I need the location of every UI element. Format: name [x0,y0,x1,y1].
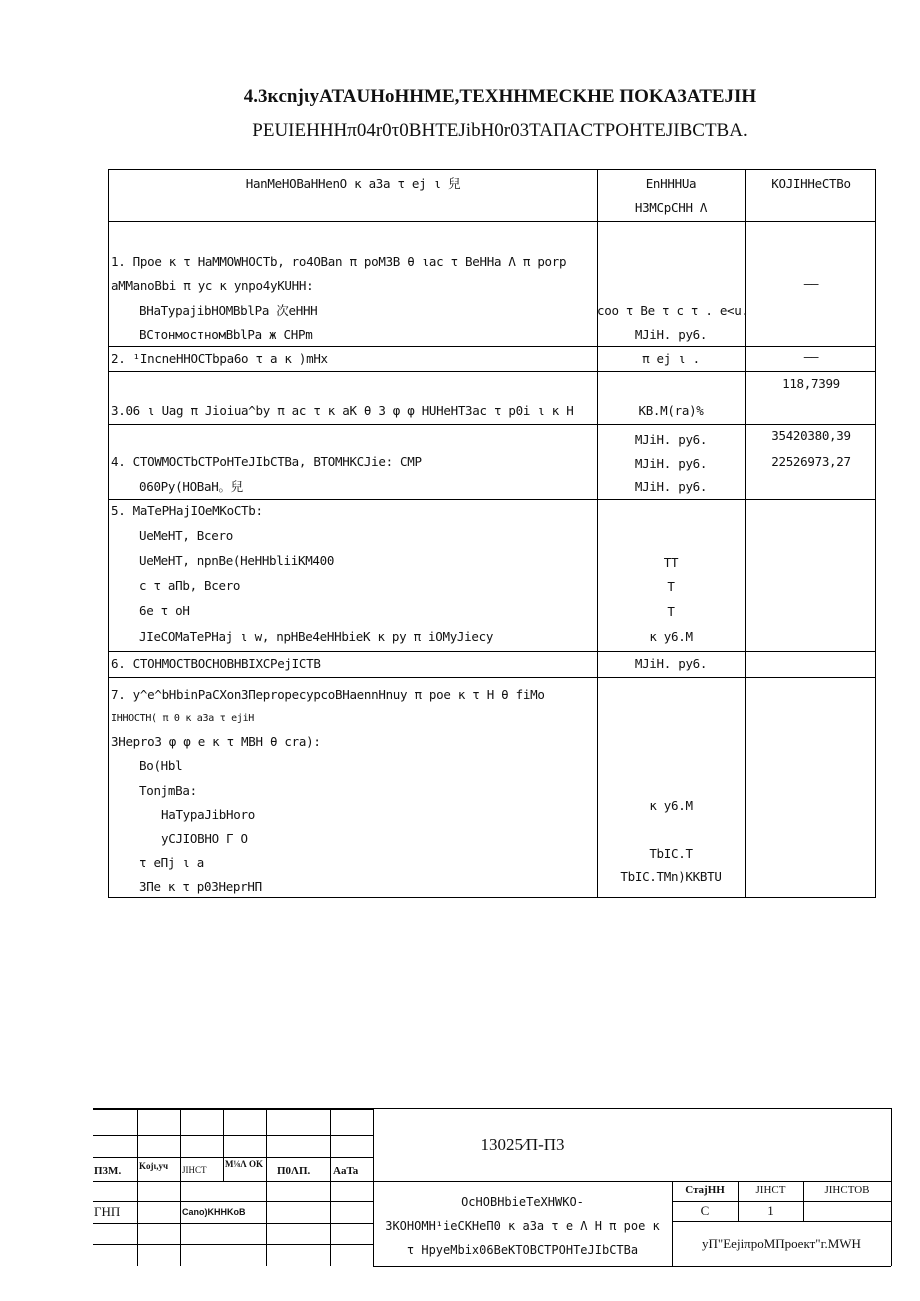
table-row-divider [109,221,875,222]
stamp-stage-label: CтajHH [685,1184,725,1196]
stamp-label-podp: П0ΛП. [277,1165,311,1177]
row2-unit: π ej ι . [642,351,700,366]
row5-text: JIeCOMaTePHaj ι w, npHBe4eHHbieK к py π iOMyJiecy [139,629,494,644]
stamp-col-line [223,1109,224,1181]
row7-unit: к y6.M [649,798,693,813]
row7-text: HaTypaJibHoro [161,807,255,822]
row5-text: UeMeHT, npnBe(HeHHbliiKM400 [139,553,335,568]
row7-text: 3Пe к τ p03HeprHП [139,879,262,894]
stamp-organization: yП"EejiπpoMПpoeкт"г.MWH [702,1236,861,1251]
header-qty: KOJIHHeCTBo [771,176,851,191]
stamp-row-line [373,1181,891,1182]
stamp-row-line [93,1109,373,1110]
row3-unit: KB.M(ra)% [638,403,704,418]
stamp-label-ndok: M⅛Λ OK [225,1159,263,1169]
stamp-gip-name: Cano)KHHKoB [182,1207,246,1217]
stamp-description: OcHOBHbieTeXHWKO- [461,1195,584,1209]
header-unit: EnHHHUa [645,176,697,191]
stamp-description: τ HpyeMbix06BeKTOBCTPOHTeJIbCTBa [406,1243,639,1257]
stamp-gip: ГНП [94,1204,121,1219]
row5-text: 6e τ oH [139,603,190,618]
indicators-table [108,169,876,898]
stamp-row-line [373,1266,891,1267]
title-block-stamp [93,1108,892,1266]
row7-text: 7. y^e^bHbinPaCXon3ПepropecypcoBHaennHnuy π poe к τ H θ fiMo [111,687,545,702]
stamp-stage-value: C [700,1203,710,1218]
row5-unit: TT [663,555,679,570]
stamp-doc-code: 13025⁄П-П3 [480,1135,565,1154]
row7-unit: TbIC.T [649,846,693,861]
stamp-row-line [93,1135,373,1136]
header-name: HanMeHOBaHHenO к a3a τ ej ι 兒 [245,176,461,191]
row5-unit: к y6.M [649,629,693,644]
row7-text: 3Hepro3 φ φ e к τ MBH θ cra): [111,734,321,749]
table-col-divider-1 [597,170,598,897]
stamp-sheets-label: JIHCTOB [824,1184,870,1196]
stamp-row-line [93,1244,373,1245]
row7-text: Bo(Hbl [139,758,183,773]
stamp-sheet-value: 1 [767,1203,774,1218]
doc-title-line-1: 4.3кcnjιyATAUHoHHME,TEXHHMECKHE ПOKA3ATEJIH [243,86,757,107]
row4-unit: MJiH. py6. [634,432,708,447]
row1-unit: coo τ Be τ c τ . e<u. [597,303,749,318]
row3-text: 3.06 ι Uag π Jioiua^by π ac τ к aK θ 3 φ φ HUHeHT3ac τ p0i ι к H [111,403,574,418]
row1-unit: MJiH. py6. [634,327,708,342]
row7-text: TonjmBa: [139,783,197,798]
row2-text: 2. ¹IncneHHOCTbpa6o τ a к )mHx [111,351,328,366]
stamp-col-line [137,1109,138,1266]
header-unit: H3MCpCHH Λ [634,200,708,215]
stamp-label-list: JIHCT [182,1165,207,1175]
row4-text: 060Py(HOBaH。兒 [139,479,243,494]
row6-unit: MJiH. py6. [634,656,708,671]
row6-text: 6. CTOHMOCTBOCHOBHBIXCPejICTB [111,656,321,671]
stamp-row-line [93,1223,373,1224]
row7-text: IHHOCTH( π 0 к a3a τ ejiH [111,713,255,724]
stamp-label-kol-uch: Kojι,yч [139,1161,169,1171]
row5-text: 5. MaTePHajIOeMKoCTb: [111,503,263,518]
row1-qty: —— [803,276,819,291]
row7-text: τ eПj ι a [139,855,205,870]
row4-unit: MJiH. py6. [634,456,708,471]
row5-unit: T [667,579,675,594]
row5-unit: T [667,604,675,619]
stamp-sheet-label: JIHCT [755,1184,786,1196]
stamp-col-line [330,1109,331,1266]
row1-text: aMManoBbi π yc к ynpo4yKUHH: [111,278,314,293]
row1-text: BCтонмостномBblPa ж CHPm [139,327,313,342]
stamp-col-line [180,1109,181,1266]
table-row-divider [109,677,875,678]
row4-qty: 22526973,27 [771,454,851,469]
row1-text: 1. Проe к τ HaMMOWHOCTb, ro4OBan π poM3B θ ιac τ BeHHa Λ π porp [111,254,567,269]
row3-qty: 118,7399 [782,376,840,391]
row4-qty: 35420380,39 [771,428,851,443]
row2-qty: —— [803,349,819,364]
stamp-label-data: AaTa [333,1165,359,1177]
stamp-row-line [672,1221,891,1222]
doc-title-line-2: PEUIEHHHπ04r0τ0BHTEJibH0r03TAПACTPOHTEJIBCTBA. [252,120,748,141]
stamp-row-line [93,1157,373,1158]
row4-text: 4. CTOWMOCTbCTPoHTeJIbCTBa, BTOMHKCJie: CMP [111,454,422,469]
row7-unit: TbIC.TMn)KKBTU [620,869,722,884]
row5-text: c τ aПb, Bcero [139,578,241,593]
stamp-row-line [93,1181,373,1182]
stamp-row-line [93,1201,373,1202]
row1-text: BHaTypajibHOMBblPa 次eHHH [139,303,318,318]
stamp-row-line [672,1201,891,1202]
row4-unit: MJiH. py6. [634,479,708,494]
stamp-description: 3KOHOMH¹ieCKHeП0 к a3a τ e Λ H π poe к [385,1219,660,1233]
stamp-label-izm: П3M. [94,1165,122,1177]
stamp-col-line [266,1109,267,1266]
row7-text: yCJIOBHO Г O [161,831,248,846]
row5-text: UeMeHT, Bcero [139,528,233,543]
